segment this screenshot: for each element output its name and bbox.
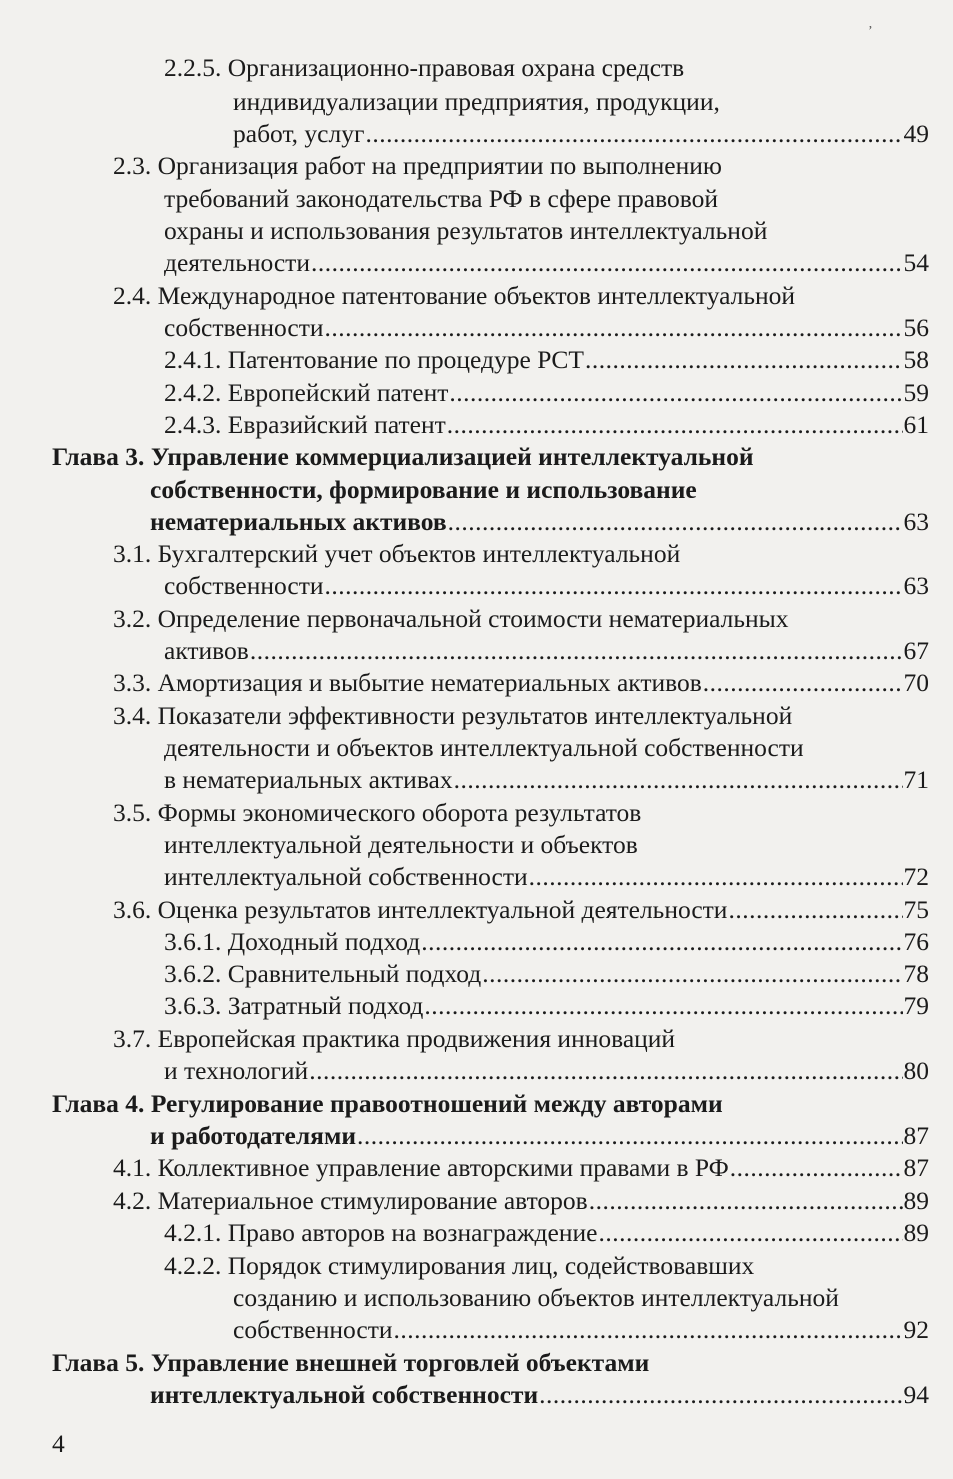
toc-entry-title: Показатели эффективности результатов интеллектуальной bbox=[157, 701, 793, 730]
toc-leader-dots bbox=[250, 635, 903, 667]
toc-leader-dots bbox=[589, 1185, 903, 1217]
toc-page-number: 58 bbox=[903, 345, 929, 374]
toc-leader-dots bbox=[585, 344, 903, 376]
toc-entry[interactable] bbox=[113, 1152, 929, 1184]
toc-chapter-number: Глава 3. bbox=[52, 442, 145, 471]
toc-chapter-title: интеллектуальной собственности bbox=[150, 1380, 539, 1409]
toc-leader-dots bbox=[703, 667, 903, 699]
toc-page-number: 94 bbox=[903, 1380, 929, 1409]
toc-leader-dots bbox=[448, 506, 903, 538]
toc-entry-number: 2.4.1. bbox=[164, 345, 222, 374]
toc-page-number: 79 bbox=[903, 991, 929, 1020]
toc-leader-dots bbox=[421, 926, 902, 958]
toc-page-number: 89 bbox=[903, 1218, 929, 1247]
toc-entry-title: Формы экономического оборота результатов bbox=[157, 798, 642, 827]
toc-leader-dots bbox=[730, 1152, 903, 1184]
toc-chapter-continuation[interactable] bbox=[150, 506, 929, 538]
toc-entry-title: интеллектуальной деятельности и объектов bbox=[164, 830, 638, 859]
toc-page-number: 92 bbox=[903, 1315, 929, 1344]
toc-page-number: 72 bbox=[903, 862, 929, 891]
page-number: 4 bbox=[52, 1429, 65, 1458]
toc-entry-title: Организация работ на предприятии по выполнению bbox=[157, 151, 722, 180]
toc-entry-number: 3.1. bbox=[113, 539, 152, 568]
toc-entry[interactable] bbox=[164, 377, 929, 409]
toc-entry-title: Коллективное управление авторскими правами в РФ bbox=[157, 1153, 729, 1182]
toc-entry-title: Европейская практика продвижения инноваций bbox=[157, 1024, 676, 1053]
toc-entry[interactable] bbox=[164, 958, 929, 990]
toc-entry[interactable] bbox=[164, 409, 929, 441]
toc-entry-number: 4.2.1. bbox=[164, 1218, 222, 1247]
toc-entry-title: Затратный подход bbox=[227, 991, 424, 1020]
toc-chapter-title: Управление внешней торговлей объектами bbox=[150, 1348, 650, 1377]
toc-page-number: 78 bbox=[903, 959, 929, 988]
toc-entry-title: Патентование по процедуре PCT bbox=[227, 345, 584, 374]
toc-page-number: 67 bbox=[903, 636, 929, 665]
toc-entry-title: Определение первоначальной стоимости нематериальных bbox=[157, 604, 789, 633]
toc-chapter-continuation[interactable] bbox=[150, 1120, 929, 1152]
toc-leader-dots bbox=[482, 958, 902, 990]
toc-entry-continuation[interactable] bbox=[164, 312, 929, 344]
toc-page-number: 89 bbox=[903, 1186, 929, 1215]
toc-chapter-continuation[interactable] bbox=[150, 1379, 929, 1411]
toc-leader-dots bbox=[598, 1217, 902, 1249]
toc-chapter[interactable] bbox=[52, 1088, 723, 1120]
toc-entry-continuation[interactable] bbox=[164, 635, 929, 667]
toc-entry-title: деятельности и объектов интеллектуальной собственности bbox=[164, 733, 804, 762]
toc-page-number: 49 bbox=[903, 119, 929, 148]
toc-page-number: 54 bbox=[903, 248, 929, 277]
toc-entry-number: 2.4. bbox=[113, 281, 152, 310]
toc-page-number: 87 bbox=[903, 1121, 929, 1150]
toc-entry-title: интеллектуальной собственности bbox=[164, 862, 528, 891]
toc-entry-title: деятельности bbox=[164, 248, 310, 277]
toc-entry-title: Порядок стимулирования лиц, содействовавших bbox=[227, 1251, 755, 1280]
toc-entry-title: в нематериальных активах bbox=[164, 765, 453, 794]
toc-entry-title: собственности bbox=[164, 313, 324, 342]
toc-chapter-title: Регулирование правоотношений между авторами bbox=[150, 1089, 723, 1118]
toc-entry-continuation bbox=[164, 732, 804, 764]
toc-entry-continuation[interactable] bbox=[164, 764, 929, 796]
toc-entry-continuation[interactable] bbox=[164, 247, 929, 279]
toc-entry-number: 4.2. bbox=[113, 1186, 152, 1215]
toc-entry[interactable] bbox=[164, 344, 929, 376]
toc-entry-title: Европейский патент bbox=[227, 378, 449, 407]
toc-entry-title: Евразийский патент bbox=[227, 410, 446, 439]
toc-leader-dots bbox=[325, 570, 903, 602]
toc-leader-dots bbox=[325, 312, 903, 344]
toc-entry-title: Международное патентование объектов интеллектуальной bbox=[157, 281, 796, 310]
toc-chapter-number: Глава 5. bbox=[52, 1348, 145, 1377]
toc-entry[interactable] bbox=[164, 926, 929, 958]
toc-leader-dots bbox=[454, 764, 903, 796]
toc-chapter-number: Глава 4. bbox=[52, 1089, 145, 1118]
toc-chapter-continuation bbox=[150, 474, 697, 506]
toc-entry-continuation[interactable] bbox=[164, 1055, 929, 1087]
toc-chapter[interactable] bbox=[52, 441, 754, 473]
toc-page-number: 75 bbox=[903, 895, 929, 924]
toc-entry-number: 3.6.2. bbox=[164, 959, 222, 988]
toc-entry-continuation bbox=[164, 215, 767, 247]
toc-entry-number: 3.6. bbox=[113, 895, 152, 924]
toc-leader-dots bbox=[424, 990, 902, 1022]
toc-leader-dots bbox=[529, 861, 903, 893]
toc-entry-title: Сравнительный подход bbox=[227, 959, 482, 988]
toc-entry-title: и технологий bbox=[164, 1056, 309, 1085]
toc-entry-continuation[interactable] bbox=[164, 570, 929, 602]
toc-entry[interactable] bbox=[113, 700, 792, 732]
toc-entry-number: 2.2.5. bbox=[164, 53, 222, 82]
toc-entry[interactable] bbox=[164, 1250, 754, 1282]
toc-entry-title: Доходный подход bbox=[227, 927, 421, 956]
toc-chapter[interactable] bbox=[52, 1347, 649, 1379]
toc-entry-title: Оценка результатов интеллектуальной деятельности bbox=[157, 895, 728, 924]
toc-entry-title: собственности bbox=[233, 1315, 393, 1344]
toc-leader-dots bbox=[357, 1120, 902, 1152]
toc-entry-title: активов bbox=[164, 636, 249, 665]
toc-page-number: 59 bbox=[903, 378, 929, 407]
toc-entry-number: 3.2. bbox=[113, 604, 152, 633]
toc-entry[interactable] bbox=[164, 52, 684, 84]
toc-page-number: 70 bbox=[903, 668, 929, 697]
toc-entry-continuation[interactable] bbox=[164, 861, 929, 893]
stray-mark: ʼ bbox=[868, 24, 873, 39]
toc-entry-continuation bbox=[164, 829, 638, 861]
toc-entry-number: 3.5. bbox=[113, 798, 152, 827]
toc-entry[interactable] bbox=[113, 1185, 929, 1217]
toc-entry-continuation[interactable] bbox=[233, 1314, 929, 1346]
toc-entry[interactable] bbox=[113, 1023, 675, 1055]
toc-entry-title: индивидуализации предприятия, продукции, bbox=[233, 87, 720, 116]
toc-entry-title: Материальное стимулирование авторов bbox=[157, 1186, 588, 1215]
toc-entry-number: 3.3. bbox=[113, 668, 152, 697]
toc-leader-dots bbox=[539, 1379, 902, 1411]
toc-entry-number: 3.7. bbox=[113, 1024, 152, 1053]
toc-page-number: 76 bbox=[903, 927, 929, 956]
toc-page-number: 63 bbox=[903, 571, 929, 600]
toc-leader-dots bbox=[311, 247, 903, 279]
toc-entry-number: 4.2.2. bbox=[164, 1251, 222, 1280]
toc-leader-dots bbox=[309, 1055, 902, 1087]
toc-chapter-title: Управление коммерциализацией интеллектуальной bbox=[150, 442, 754, 471]
toc-entry-continuation[interactable] bbox=[233, 118, 929, 150]
toc-page-number: 63 bbox=[903, 507, 929, 536]
toc-entry-number: 3.6.3. bbox=[164, 991, 222, 1020]
toc-page-number: 56 bbox=[903, 313, 929, 342]
toc-leader-dots bbox=[728, 894, 902, 926]
toc-entry-title: охраны и использования результатов интеллектуальной bbox=[164, 216, 768, 245]
toc-entry-title: Право авторов на вознаграждение bbox=[227, 1218, 598, 1247]
toc-chapter-title: нематериальных активов bbox=[150, 507, 447, 536]
toc-leader-dots bbox=[449, 377, 902, 409]
toc-leader-dots bbox=[365, 118, 902, 150]
toc-chapter-title: собственности, формирование и использование bbox=[150, 475, 697, 504]
toc-entry-title: Бухгалтерский учет объектов интеллектуальной bbox=[157, 539, 681, 568]
toc-entry-title: работ, услуг bbox=[233, 119, 365, 148]
toc-entry[interactable] bbox=[113, 797, 641, 829]
toc-entry-title: Организационно-правовая охрана средств bbox=[227, 53, 685, 82]
toc-entry[interactable] bbox=[113, 894, 929, 926]
toc-leader-dots bbox=[394, 1314, 903, 1346]
toc-entry-number: 2.3. bbox=[113, 151, 152, 180]
toc-entry[interactable] bbox=[164, 990, 929, 1022]
toc-chapter-title: и работодателями bbox=[150, 1121, 357, 1150]
toc-entry-number: 3.4. bbox=[113, 701, 152, 730]
toc-entry[interactable] bbox=[113, 538, 680, 570]
toc-page-number: 87 bbox=[903, 1153, 929, 1182]
toc-entry-continuation bbox=[233, 1282, 839, 1314]
toc-entry-continuation bbox=[233, 86, 720, 118]
toc-leader-dots bbox=[447, 409, 903, 441]
toc-entry[interactable] bbox=[113, 280, 795, 312]
toc-entry[interactable] bbox=[164, 1217, 929, 1249]
toc-entry[interactable] bbox=[113, 603, 789, 635]
toc-entry-title: созданию и использованию объектов интеллектуальной bbox=[233, 1283, 839, 1312]
toc-page-number: 71 bbox=[903, 765, 929, 794]
toc-entry[interactable] bbox=[113, 667, 929, 699]
toc-entry-title: Амортизация и выбытие нематериальных активов bbox=[157, 668, 702, 697]
toc-entry-title: собственности bbox=[164, 571, 324, 600]
toc-page-number: 61 bbox=[903, 410, 929, 439]
toc-entry-title: требований законодательства РФ в сфере правовой bbox=[164, 184, 718, 213]
toc-entry-number: 3.6.1. bbox=[164, 927, 222, 956]
toc-entry[interactable] bbox=[113, 150, 722, 182]
toc-entry-number: 2.4.2. bbox=[164, 378, 222, 407]
toc-entry-number: 4.1. bbox=[113, 1153, 152, 1182]
toc-entry-number: 2.4.3. bbox=[164, 410, 222, 439]
toc-page-number: 80 bbox=[903, 1056, 929, 1085]
toc-entry-continuation bbox=[164, 183, 718, 215]
